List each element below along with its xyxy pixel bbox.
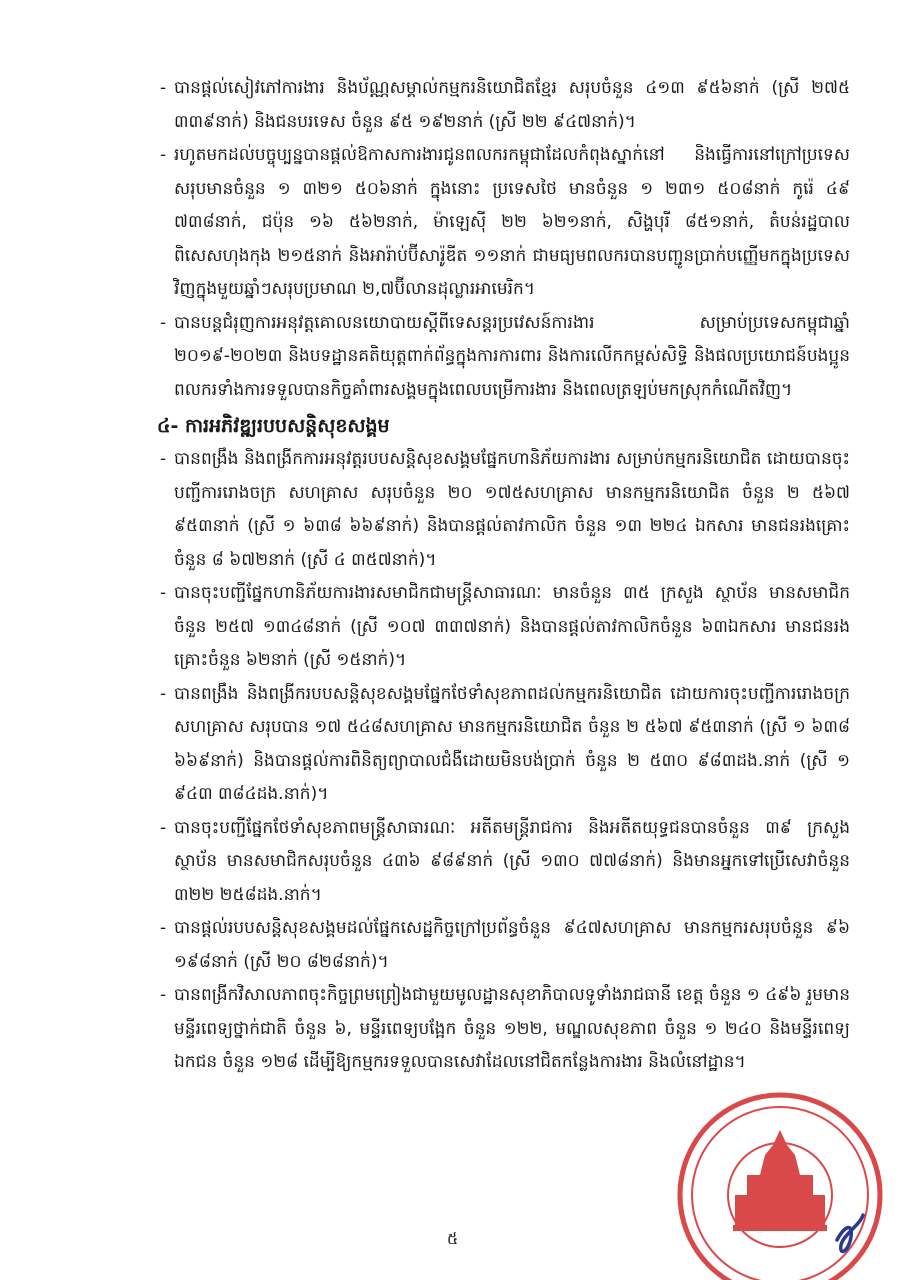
bullet-dash: - (160, 449, 167, 469)
bullet-dash: - (160, 918, 167, 938)
bullet-dash: - (160, 583, 167, 603)
bullet-dash: - (160, 985, 167, 1005)
list-item (160, 72, 850, 139)
page-number: ៥ (446, 1229, 459, 1248)
list-item-text: បានបន្តជំរុញការអនុវត្តគោលនយោបាយស្តីពីទេសន្តរប្រវេសន៍ការងារ សម្រាប់ប្រទេសកម្ពុជាឆ្នាំ ២០១៩-២០២៣ និងបទដ្ឋានគតិយុត្តពាក់ព័ន្ធក្នុងការការពារ និងការលើកកម្ពស់សិទ្ធិ និងផលប្រយោជន៍បងប្អូនពលករទាំងការទទួលបានកិច្ចគាំពារសង្គមក្នុងពេលបម្រើការងារ និងពេលត្រឡប់មកស្រុកកំណើតវិញ។ (174, 312, 850, 400)
list-item (160, 812, 850, 913)
list-item-text: បានផ្តល់របបសន្តិសុខសង្គមដល់ផ្នែកសេដ្ឋកិច្ចក្រៅប្រព័ន្ធចំនួន ៩៤៧សហគ្រាស មានកម្មករសរុបចំនួន ៩៦ ១៩៨នាក់ (ស្រី ២០ ៨២៨នាក់)។ (174, 918, 850, 972)
list-item-text: រហូតមកដល់បច្ចុប្បន្នបានផ្តល់ឱកាសការងារជូនពលករកម្ពុជាដែលកំពុងស្នាក់នៅ និងធ្វើការនៅក្រៅប្រទេស សរុបមានចំនួន ១ ៣២១ ៥០៦នាក់ ក្នុងនោះ ប្រទេសថៃ មានចំនួន ១ ២៣១ ៥០៨នាក់ កូរ៉េ ៤៩ ៧៣៨នាក់, ជប៉ុន ១៦ ៥៦២នាក់, ម៉ាឡេស៊ី ២២ ៦២១នាក់, សិង្ហបុរី ៨៥១នាក់, តំបន់រដ្ឋបាលពិសេសហុងកុង ២១៥នាក់ និងអារ៉ាប់ប៊ីសារ៉ូឌីត ១១នាក់ ជាមធ្យមពលករបានបញ្ជូនប្រាក់បញ្ញើមកក្នុងប្រទេសវិញក្នុងមួយឆ្នាំៗសរុបប្រមាណ ២,៧ប៊ីលានដុល្លារអាមេរិក។ (174, 145, 850, 299)
list-item-text: បានពង្រឹង និងពង្រីករបបសន្តិសុខសង្គមផ្នែកថែទាំសុខភាពដល់កម្មករនិយោជិត ដោយការចុះបញ្ជីការរោងចក្រ សហគ្រាស សរុបបាន ១៧ ៥៤៨សហគ្រាស មានកម្មករនិយោជិត ចំនួន ២ ៥៦៧ ៩៥៣នាក់ (ស្រី ១ ៦៣៨ ៦៦៩នាក់) និងបានផ្តល់ការពិនិត្យព្យាបាលជំងឺដោយមិនបង់ប្រាក់ ចំនួន ២ ៥៣០ ៩៨៣ដង.នាក់ (ស្រី ១ ៩៤៣ ៣៨៤ដង.នាក់)។ (174, 683, 850, 804)
bullet-dash: - (160, 78, 167, 98)
bullet-dash: - (160, 683, 167, 704)
bullet-dash: - (160, 145, 167, 165)
list-item (160, 979, 850, 1080)
bullet-dash: - (160, 312, 167, 333)
document-body (157, 72, 850, 1080)
list-item (160, 443, 850, 577)
list-item-text: បានពង្រីកវិសាលភាពចុះកិច្ចព្រមព្រៀងជាមួយមូលដ្ឋានសុខាភិបាលទូទាំងរាជធានី ខេត្ត ចំនួន ១ ៤៩៦ រួមមាន មន្ទីរពេទ្យថ្នាក់ជាតិ ចំនួន ៦, មន្ទីរពេទ្យបង្អែក ចំនួន ១២២, មណ្ឌលសុខភាព ចំនួន ១ ២៤០ និងមន្ទីរពេទ្យឯកជន ចំនួន ១២៨ ដើម្បីឱ្យកម្មករទទួលបានសេវាដែលនៅជិតកន្លែងការងារ និងលំនៅដ្ឋាន។ (174, 985, 850, 1072)
list-item-text: បានចុះបញ្ជីផ្នែកហានិភ័យការងារសមាជិកជាមន្ត្រីសាធារណៈ មានចំនួន ៣៥ ក្រសួង ស្ថាប័ន មានសមាជិក ចំនួន ២៥៧ ១៣៤៨នាក់ (ស្រី ១០៧ ៣៣៧នាក់) និងបានផ្តល់តាវកាលិកចំនួន ៦៣ឯកសារ មានជនរងគ្រោះចំនួន ៦២នាក់ (ស្រី ១៥នាក់)។ (174, 583, 850, 670)
list-item-text: បានផ្តល់សៀវភៅការងារ និងប័ណ្ណសម្គាល់កម្មករនិយោជិតខ្មែរ សរុបចំនួន ៤១៣ ៩៥៦នាក់ (ស្រី ២៧៥ ៣៣៩នាក់) និងជនបរទេស ចំនួន ៩៥ ១៩២នាក់ (ស្រី ២២ ៩៤៧នាក់)។ (174, 78, 850, 132)
seal-ring (680, 1095, 880, 1280)
list-item-text: បានពង្រឹង និងពង្រីកការអនុវត្តរបបសន្តិសុខសង្គមផ្នែកហានិភ័យការងារ សម្រាប់កម្មករនិយោជិត ដោយបានចុះបញ្ជីការរោងចក្រ សហគ្រាស សរុបចំនួន ២០ ១៧៥សហគ្រាស មានកម្មករនិយោជិត ចំនួន ២ ៥៦៧ ៩៥៣នាក់ (ស្រី ១ ៦៣៨ ៦៦៩នាក់) និងបានផ្តល់តាវកាលិក ចំនួន ១៣ ២២៤ ឯកសារ មានជនរងគ្រោះចំនួន ៨ ៦៧២នាក់ (ស្រី ៤ ៣៥៧នាក់)។ (174, 449, 850, 570)
list-item (160, 678, 850, 812)
section-heading: ៤- ការអភិវឌ្ឍរបបសន្តិសុខសង្គម (157, 415, 390, 437)
list-item (160, 912, 850, 979)
bullet-dash: - (160, 817, 167, 838)
list-item (160, 307, 850, 408)
list-item (160, 139, 850, 307)
list-item-text: បានចុះបញ្ជីផ្នែកថែទាំសុខភាពមន្ត្រីសាធារណៈ អតីតមន្ត្រីរាជការ និងអតីតយុទ្ធជនបានចំនួន ៣៩ ក្រសួង ស្ថាប័ន មានសមាជិកសរុបចំនួន ៤៣៦ ៩៨៩នាក់ (ស្រី ១៣០ ៧៧៨នាក់) និងមានអ្នកទៅប្រើសេវាចំនួន ៣២២ ២៥៨ដង.នាក់។ (174, 817, 850, 905)
list-item (160, 577, 850, 678)
